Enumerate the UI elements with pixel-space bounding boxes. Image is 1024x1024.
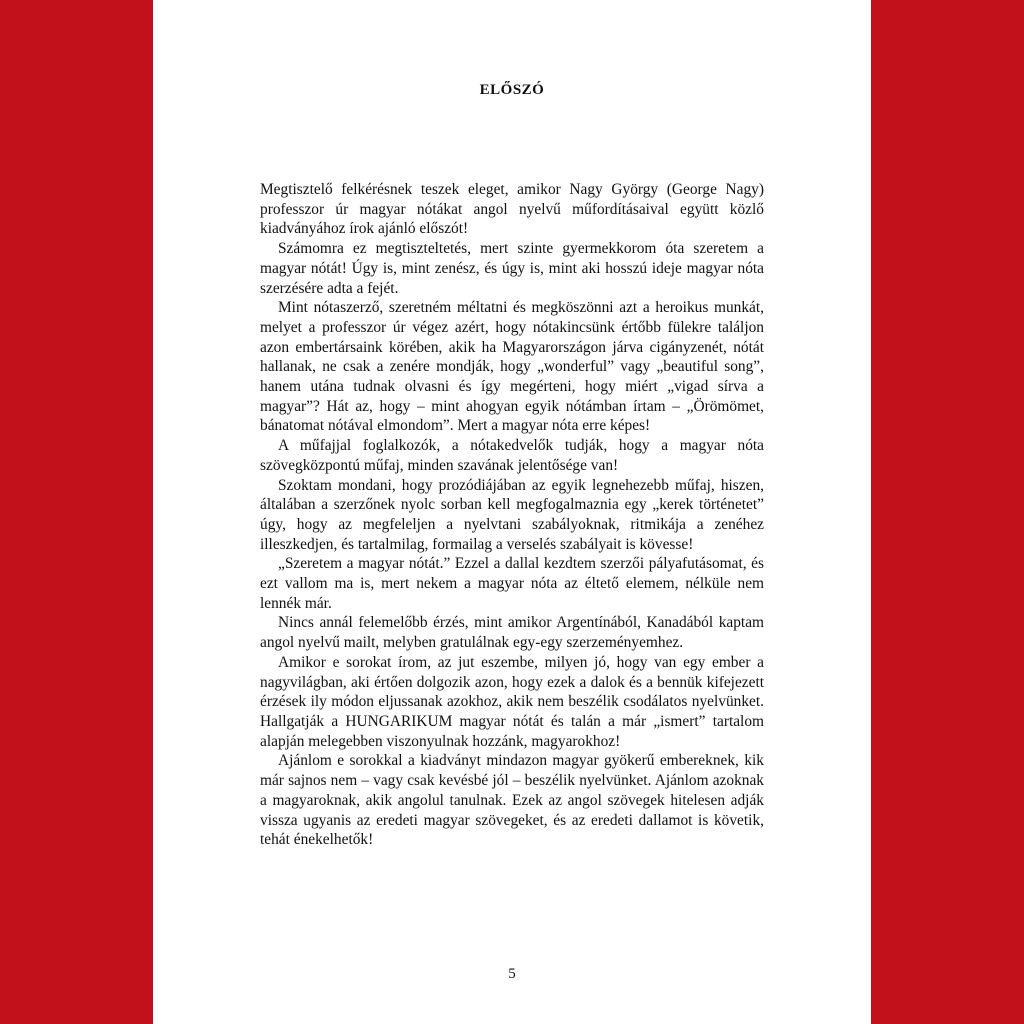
paragraph: „Szeretem a magyar nótát.” Ezzel a dallal kezdtem szerzői pályafutásomat, és ezt vallom ma is, mert nekem a magyar nóta az éltető elemem, nélküle nem lennék már. [260, 555, 764, 612]
body-text [260, 180, 764, 850]
paragraph: A műfajjal foglalkozók, a nótakedvelők tudják, hogy a magyar nóta szövegközpontú műfaj, minden szavának jelentősége van! [260, 437, 764, 474]
page-title: ELŐSZÓ [479, 82, 545, 98]
book-page [153, 0, 871, 1024]
paragraph: Megtisztelő felkérésnek teszek eleget, amikor Nagy György (George Nagy) professzor úr magyar nótákat angol nyelvű műfordításaival együtt közlő kiadványához írok ajánló előszót! [260, 181, 764, 238]
paragraph: Amikor e sorokat írom, az jut eszembe, milyen jó, hogy van egy ember a nagyvilágban, aki értően dolgozik azon, hogy ezek a dalok és a bennük kifejezett érzések ily módon eljussanak azokhoz, akik nem beszélik csodálatos nyelvünket. Hallgatják a HUNGARIKUM magyar nótát és talán a már „ismert” tartalom alapján melegebben viszonyulnak hozzánk, magyarokhoz! [260, 653, 764, 750]
paragraph: Szoktam mondani, hogy prozódiájában az egyik legnehezebb műfaj, hiszen, általában a szerzőnek nyolc sorban kell megfogalmaznia egy „kerek történetet” úgy, hogy az megfeleljen a nyelvtani szabályoknak, ritmikája a zenéhez illeszkedjen, és tartalmilag, formailag a verselés szabályait is kövesse! [260, 476, 764, 553]
page-number: 5 [508, 966, 516, 982]
paragraph: Nincs annál felemelőbb érzés, mint amikor Argentínából, Kanadából kaptam angol nyelvű mailt, melyben gratulálnak egy-egy szerzeményemhez. [260, 614, 764, 652]
paragraph: Számomra ez megtiszteltetés, mert szinte gyermekkorom óta szeretem a magyar nótát! Úgy is, mint zenész, és úgy is, mint aki hosszú ideje magyar nóta szerzésére adta a fejét. [260, 240, 764, 297]
paragraph: Ajánlom e sorokkal a kiadványt mindazon magyar gyökerű embereknek, kik már sajnos nem – vagy csak kevésbé jól – beszélik nyelvünket. Ajánlom azoknak a magyaroknak, akik angolul tanulnak. Ezek az angol szövegek hitelesen adják vissza ugyanis az eredeti magyar szövegeket, és az eredeti dallamot is követik, tehát énekelhetők! [260, 752, 764, 849]
paragraph: Mint nótaszerző, szeretném méltatni és megköszönni azt a heroikus munkát, melyet a professzor úr végez azért, hogy nótakincsünk értőbb fülekre találjon azon embertársaink körében, akik ha Magyarországon járva cigányzenét, nótát hallanak, ne csak a zenére mondják, hogy „wonderful” vagy „beautiful song”, hanem utána tudnak olvasni és így megérteni, hogy miért „vigad sírva a magyar”? Hát az, hogy – mint ahogyan egyik nótámban írtam – „Örömömet, bánatomat nótával elmondom”. Mert a magyar nóta erre képes! [260, 299, 764, 435]
